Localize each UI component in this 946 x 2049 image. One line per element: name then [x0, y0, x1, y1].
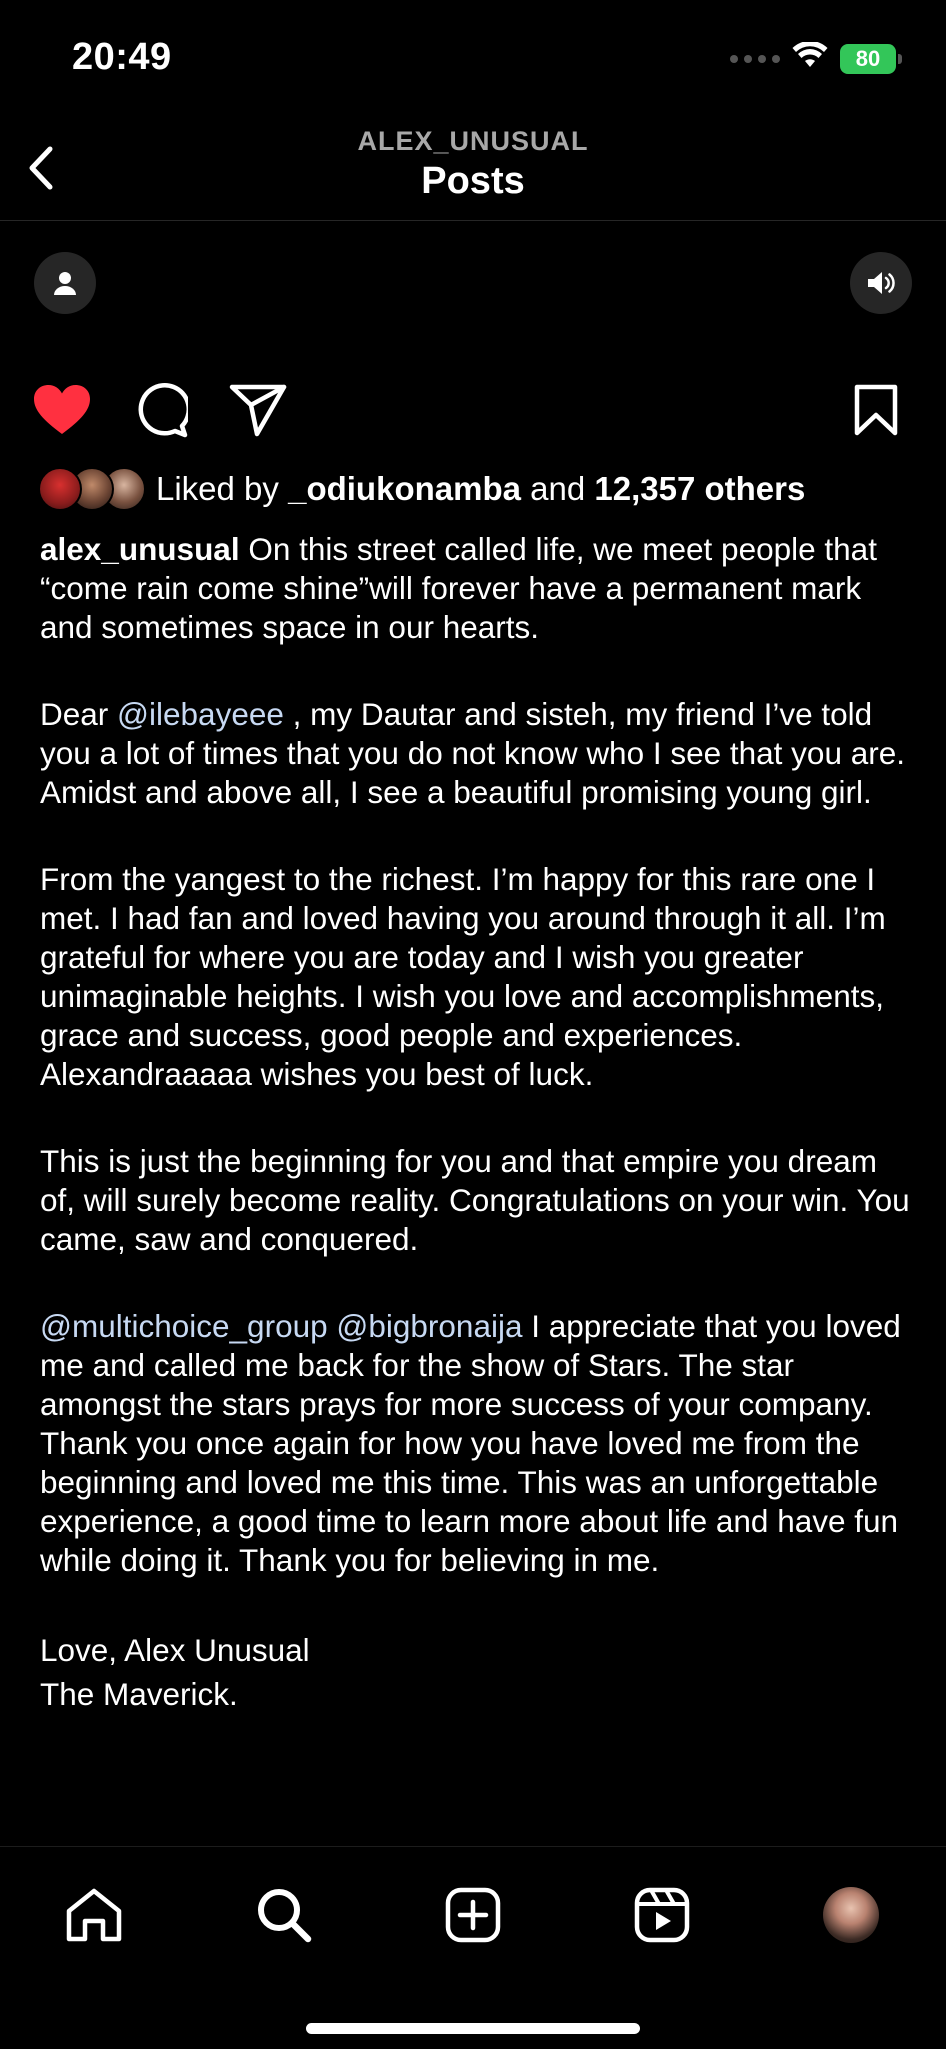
person-icon	[51, 269, 79, 297]
mention-link[interactable]: @ilebayeee	[117, 696, 284, 732]
tab-search[interactable]	[244, 1875, 324, 1955]
search-icon	[255, 1886, 313, 1944]
page-title: Posts	[421, 160, 525, 202]
media-overlay	[0, 222, 946, 352]
caption-paragraph	[40, 860, 920, 1094]
battery-icon	[840, 44, 896, 74]
liker-username[interactable]: _odiukonamba	[288, 470, 521, 507]
mention-link[interactable]: @multichoice_group	[40, 1308, 328, 1344]
save-button[interactable]	[846, 380, 906, 440]
heart-icon	[33, 384, 91, 436]
caption-text: I appreciate that you loved me and called me back for the show of Stars. The star amongst the stars prays for more success of your company. Thank you once again for how you have loved me from the beginning and loved me this time. This was an unforgettable experience, a good time to learn more about life and have fun while doing it. Thank you for believing in me.	[40, 1308, 901, 1578]
home-icon	[65, 1887, 123, 1943]
caption-paragraph	[40, 1142, 920, 1259]
speaker-icon	[865, 269, 897, 297]
tab-home[interactable]	[54, 1875, 134, 1955]
caption-signature	[40, 1628, 920, 1716]
mention-link[interactable]: @bigbronaija	[336, 1308, 523, 1344]
tagged-users-button[interactable]	[34, 252, 96, 314]
liker-avatars	[38, 467, 146, 511]
caption-text: , my Dautar and sisteh, my friend I’ve told you a lot of times that you do not know who I see that you are. Amidst and above all, I see a beautiful promising young girl.	[40, 696, 906, 810]
tab-reels[interactable]	[622, 1875, 702, 1955]
caption-paragraph	[40, 530, 920, 647]
wifi-icon	[792, 42, 828, 75]
reels-icon	[634, 1887, 690, 1943]
status-bar	[0, 0, 946, 120]
bottom-tab-bar	[0, 1846, 946, 2049]
like-button[interactable]	[32, 380, 92, 440]
status-indicators	[730, 42, 896, 75]
nav-header	[0, 120, 946, 221]
avatar	[38, 467, 82, 511]
caption-paragraph	[40, 1307, 920, 1580]
sound-toggle-button[interactable]	[850, 252, 912, 314]
home-indicator	[306, 2023, 640, 2034]
battery-level: 80	[855, 45, 881, 71]
header-username: ALEX_UNUSUAL	[357, 126, 589, 156]
caption-username[interactable]: alex_unusual	[40, 531, 240, 567]
cellular-signal-icon	[730, 55, 780, 63]
signature-line: Love, Alex Unusual	[40, 1632, 310, 1668]
profile-avatar	[823, 1887, 879, 1943]
paper-plane-icon	[229, 383, 287, 437]
likes-summary[interactable]	[38, 464, 805, 514]
comment-icon	[132, 382, 188, 438]
plus-square-icon	[445, 1887, 501, 1943]
signature-line: The Maverick.	[40, 1676, 238, 1712]
comment-button[interactable]	[130, 380, 190, 440]
caption-paragraph	[40, 695, 920, 812]
likes-count[interactable]: 12,357 others	[594, 470, 806, 507]
caption-text: From the yangest to the richest. I’m happy for this rare one I met. I had fan and loved having you around through it all. I’m grateful for where you are today and I wish you greater unimaginable heights. I wish you love and accomplishments, grace and success, good people and experiences. Alexandraaaaa wishes you best of luck.	[40, 861, 886, 1092]
tab-profile[interactable]	[811, 1875, 891, 1955]
post-action-bar	[0, 370, 946, 444]
caption-text: On this street called life, we meet people that “come rain come shine”will forever have a permanent mark and sometimes space in our hearts.	[40, 531, 877, 645]
caption-text: This is just the beginning for you and that empire you dream of, will surely become reality. Congratulations on your win. You came, saw and conquered.	[40, 1143, 910, 1257]
bookmark-icon	[853, 384, 899, 436]
post-caption	[40, 530, 920, 1716]
tab-create[interactable]	[433, 1875, 513, 1955]
share-button[interactable]	[228, 380, 288, 440]
likes-conjunction: and	[530, 470, 586, 507]
caption-text: Dear	[40, 696, 109, 732]
likes-prefix: Liked by	[156, 470, 279, 507]
status-time: 20:49	[72, 36, 172, 78]
